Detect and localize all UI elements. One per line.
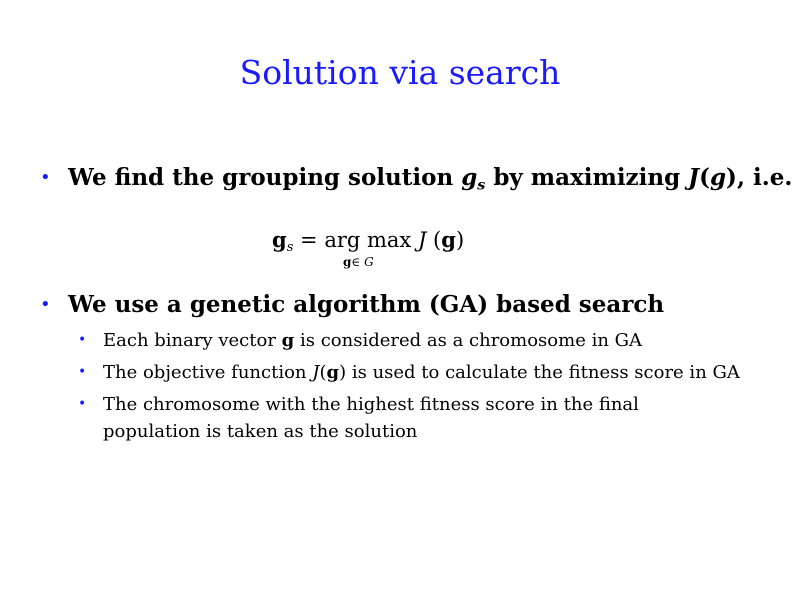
- eq-lhs-subscript: s: [286, 239, 294, 255]
- var-g: g: [461, 164, 478, 191]
- sub-bullet-1-text: [103, 327, 768, 354]
- bullet-1-text: [68, 163, 792, 200]
- paren-open: (: [699, 164, 710, 191]
- sub-1-pre: Each binary vector: [103, 330, 282, 351]
- eq-under-set: G: [360, 255, 374, 269]
- func-arg: g: [709, 164, 727, 191]
- bullet-1-prefix: We find the grouping solution: [68, 164, 462, 191]
- paren-close: ): [726, 164, 737, 191]
- bullet-2-text: We use a genetic algorithm (GA) based search: [68, 291, 665, 318]
- sub-2-pre: The objective function: [103, 362, 313, 383]
- eq-lhs: g: [272, 227, 287, 252]
- eq-arg-close: ): [455, 228, 465, 252]
- eq-func: J: [417, 228, 427, 252]
- sub-1-post: is considered as a chromosome in GA: [294, 330, 643, 351]
- bullet-dot-icon: •: [40, 167, 51, 188]
- sub-bullet-2-text: [103, 359, 768, 386]
- bullet-dot-icon: •: [78, 364, 87, 380]
- eq-under-symbol: ∈: [351, 255, 361, 269]
- sub-2-post: is used to calculate the fitness score in GA: [346, 362, 740, 383]
- equation-constraint: [343, 255, 374, 269]
- bullet-dot-icon: •: [78, 332, 87, 348]
- eq-arg-open: (: [426, 228, 442, 252]
- sub-2-ital: J: [312, 362, 320, 383]
- bullet-1-suffix: , i.e.: [736, 164, 793, 191]
- sub-1-bold: g: [281, 330, 295, 351]
- sub-2-paren-open: (: [319, 362, 327, 383]
- func-j: J: [688, 164, 700, 191]
- sub-bullet-3-text: The chromosome with the highest fitness score in the final population is taken as the solution: [103, 394, 639, 442]
- eq-arg: g: [441, 227, 456, 252]
- eq-under-var: g: [343, 255, 352, 269]
- slide-title: Solution via search: [239, 53, 561, 92]
- sub-bullet-3: [78, 391, 738, 445]
- sub-bullet-1: [78, 327, 768, 354]
- bullet-dot-icon: •: [40, 294, 51, 315]
- var-g-subscript: s: [477, 177, 486, 194]
- bullet-dot-icon: •: [78, 396, 87, 412]
- eq-argmax: = arg max: [293, 228, 418, 252]
- sub-2-bold: g: [326, 362, 340, 383]
- bullet-1-middle: by maximizing: [485, 164, 689, 191]
- sub-2-paren-close: ): [339, 362, 347, 383]
- sub-bullet-2: [78, 359, 768, 386]
